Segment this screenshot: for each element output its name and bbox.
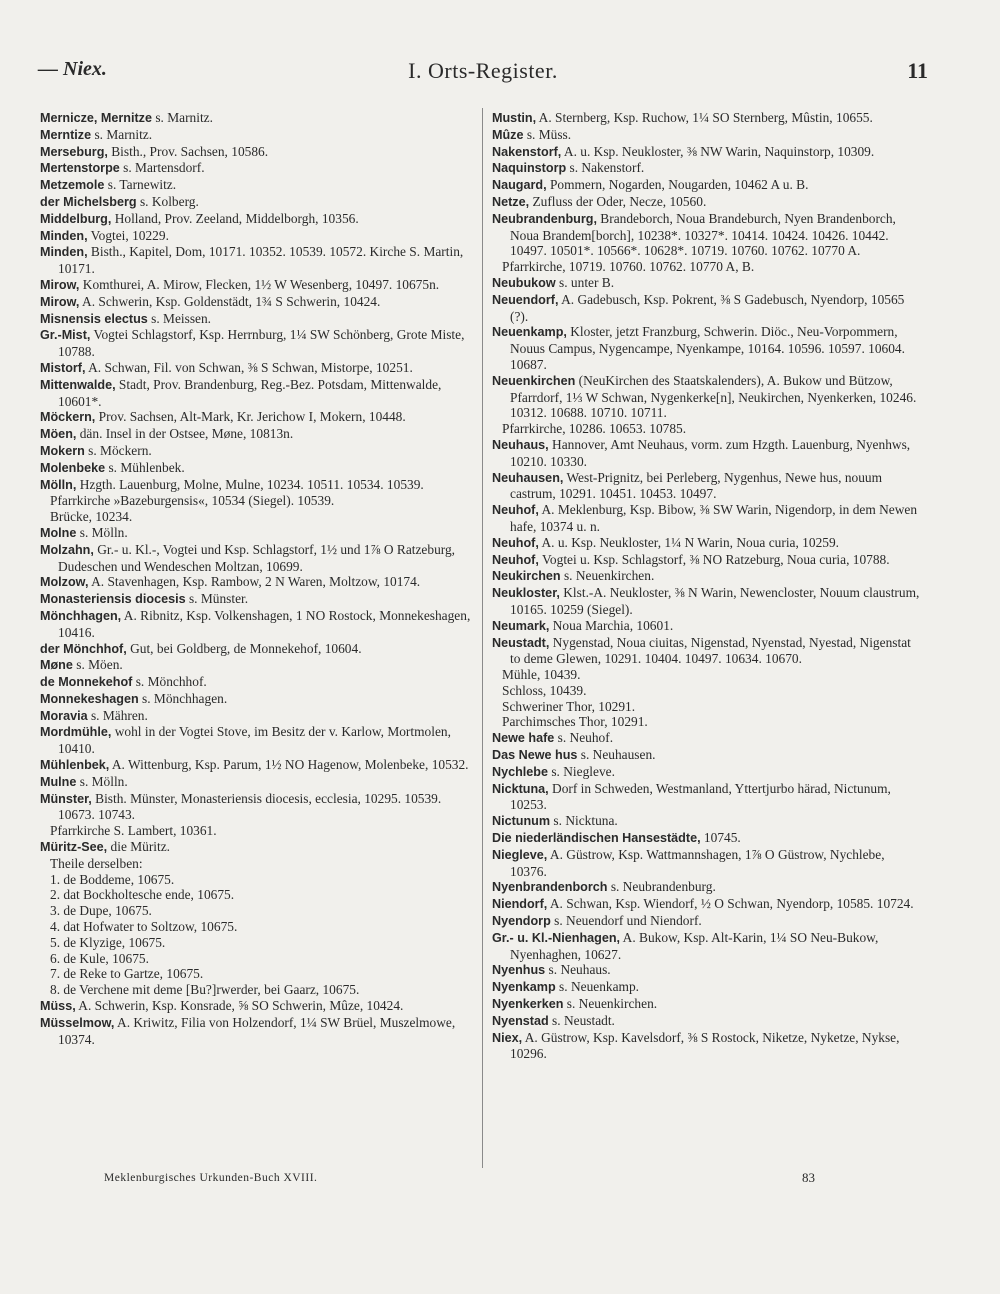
entry-text: s. Neuenkirchen.	[560, 568, 655, 584]
index-entry	[492, 292, 924, 325]
index-entry	[40, 228, 472, 245]
entry-text: s. unter B.	[555, 274, 615, 290]
footer-signature: 83	[802, 1170, 815, 1185]
index-entry	[40, 691, 472, 708]
index-entry	[492, 730, 924, 747]
index-entry	[492, 979, 924, 996]
index-entry	[492, 160, 924, 177]
entry-headword: Nyenkerken	[492, 997, 564, 1012]
entry-text: Hzgth. Lauenburg, Molne, Mulne, 10234. 10511. 10534. 10539.	[76, 476, 424, 492]
entry-headword: Nyenkamp	[492, 980, 556, 995]
running-head-title: I. Orts-Register.	[408, 58, 558, 83]
entry-text: s. Neuendorf und Niendorf.	[550, 913, 702, 929]
entry-text: s. Müss.	[523, 126, 572, 142]
entry-text: Vogtei u. Ksp. Schlagstorf, ⅜ NO Ratzeburg, Noua curia, 10788.	[538, 551, 890, 567]
entry-headword: Naugard,	[492, 178, 547, 193]
index-entry	[40, 591, 472, 608]
entry-headword: Neuenkirchen	[492, 373, 576, 388]
entry-text: Kloster, jetzt Franzburg, Schwerin. Diöc., Neu-Vorpommern, Nouus Campus, Nygencampe, Nyenkampe, 10164. 10596. 10597. 10604. 10687.	[510, 324, 905, 372]
entry-text: s. Neuenkirchen.	[563, 996, 658, 1012]
entry-headword: Mirow,	[40, 294, 80, 309]
index-subentry: Pfarrkirche »Bazeburgensis«, 10534 (Siegel). 10539.	[50, 493, 335, 509]
entry-headword: Molne	[40, 525, 77, 540]
index-subentry: Parchimsches Thor, 10291.	[502, 714, 648, 730]
index-entry	[40, 724, 472, 757]
entry-headword: Metzemole	[40, 178, 105, 193]
index-entry	[40, 144, 472, 161]
index-entry	[492, 830, 924, 847]
index-entry	[492, 211, 924, 259]
entry-text: A. Schwan, Ksp. Wiendorf, ½ O Schwan, Nyendorp, 10585. 10724.	[547, 896, 914, 912]
entry-headword: Neuhausen,	[492, 470, 564, 485]
index-entry	[40, 791, 472, 824]
index-entry	[492, 110, 924, 127]
entry-text: s. Neuenkamp.	[555, 979, 640, 995]
index-entry	[492, 1030, 924, 1063]
entry-text: s. Neustadt.	[548, 1012, 615, 1028]
entry-headword: Niex,	[492, 1030, 523, 1045]
entry-headword: Naquinstorp	[492, 161, 567, 176]
entry-text: Prov. Sachsen, Alt-Mark, Kr. Jerichow I, Mokern, 10448.	[95, 409, 406, 425]
entry-headword: Moravia	[40, 708, 88, 723]
index-subentry: Mühle, 10439.	[502, 667, 581, 683]
entry-text: Stadt, Prov. Brandenburg, Reg.-Bez. Potsdam, Mittenwalde, 10601*.	[58, 376, 442, 409]
entry-text: s. Meissen.	[147, 310, 212, 326]
index-entry	[40, 757, 472, 774]
index-entry	[40, 194, 472, 211]
index-entry	[40, 377, 472, 410]
index-subentry: Brücke, 10234.	[50, 509, 133, 525]
entry-headword: Molzahn,	[40, 542, 94, 557]
entry-text: s. Martensdorf.	[119, 160, 205, 176]
entry-headword: Neumark,	[492, 618, 550, 633]
index-subentry: 1. de Boddeme, 10675.	[50, 871, 175, 887]
index-entry	[40, 327, 472, 360]
index-entry	[40, 160, 472, 177]
entry-text: Noua Marchia, 10601.	[549, 617, 674, 633]
entry-headword: Neustadt,	[492, 635, 550, 650]
index-entry	[492, 568, 924, 585]
page-header	[38, 58, 928, 98]
index-entry	[492, 177, 924, 194]
entry-text: Vogtei, 10229.	[87, 227, 169, 243]
entry-text: Pommern, Nogarden, Nougarden, 10462 A u. B.	[546, 177, 809, 193]
index-entry	[40, 998, 472, 1015]
entry-headword: Mistorf,	[40, 360, 86, 375]
entry-headword: Mertenstorpe	[40, 161, 120, 176]
entry-text: (NeuKirchen des Staatskalenders), A. Bukow und Bützow, Pfarrdorf, 1⅓ W Schwan, Nygenkerke[n], Neukirchen, Nyenkerken, 10246. 10312. 10688. 10710. 10711.	[510, 372, 917, 421]
index-entry	[492, 847, 924, 880]
entry-headword: Misnensis electus	[40, 311, 148, 326]
entry-text: A. Gadebusch, Ksp. Pokrent, ⅜ S Gadebusch, Nyendorp, 10565 (?).	[510, 291, 905, 324]
entry-headword: Nyendorp	[492, 914, 551, 929]
index-entry	[40, 708, 472, 725]
entry-headword: Nyenbrandenborch	[492, 880, 608, 895]
index-subentry: Schloss, 10439.	[502, 682, 587, 698]
index-entry	[40, 360, 472, 377]
entry-text: Klst.-A. Neukloster, ⅜ N Warin, Newencloster, Nouum claustrum, 10165. 10259 (Siegel).	[510, 585, 920, 617]
entry-text: 10745.	[700, 830, 741, 846]
entry-headword: Mittenwalde,	[40, 377, 116, 392]
index-entry	[492, 879, 924, 896]
entry-headword: Mernicze, Mernitze	[40, 111, 152, 125]
entry-text: A. Ribnitz, Ksp. Volkenshagen, 1 NO Rostock, Monnekeshagen, 10416.	[58, 607, 471, 640]
entry-headword: Nychlebe	[492, 764, 548, 779]
entry-text: s. Nicktuna.	[550, 813, 618, 829]
entry-text: West-Prignitz, bei Perleberg, Nygenhus, Newe hus, nouum castrum, 10291. 10451. 10453. 10497.	[510, 469, 883, 502]
entry-headword: Nakenstorf,	[492, 144, 562, 159]
entry-headword: Mirow,	[40, 277, 80, 292]
entry-text: s. Marnitz.	[151, 110, 213, 125]
footer-book-title: Meklenburgisches Urkunden-Buch XVIII.	[104, 1172, 318, 1184]
entry-headword: Neuhof,	[492, 552, 539, 567]
index-entry	[40, 608, 472, 641]
entry-text: A. u. Ksp. Neukloster, 1¼ N Warin, Noua curia, 10259.	[538, 534, 839, 550]
index-entry	[492, 813, 924, 830]
entry-headword: Mustin,	[492, 111, 537, 125]
entry-headword: Neuhaus,	[492, 437, 549, 452]
entry-text: s. Möckern.	[84, 442, 152, 458]
entry-text: A. Schwerin, Ksp. Konsrade, ⅝ SO Schwerin, Mûze, 10424.	[75, 998, 404, 1014]
index-entry	[492, 913, 924, 930]
entry-headword: Monasteriensis diocesis	[40, 592, 186, 607]
entry-headword: Minden,	[40, 245, 88, 260]
index-entry	[492, 324, 924, 372]
entry-headword: Möckern,	[40, 410, 96, 425]
entry-text: A. Güstrow, Ksp. Wattmannshagen, 1⅞ O Güstrow, Nychlebe, 10376.	[510, 846, 885, 879]
entry-headword: Neubukow	[492, 275, 556, 290]
entry-headword: Mordmühle,	[40, 725, 112, 740]
entry-headword: Das Newe hus	[492, 748, 578, 763]
entry-headword: Merseburg,	[40, 144, 108, 159]
entry-text: Gut, bei Goldberg, de Monnekehof, 10604.	[126, 640, 362, 656]
entry-text: s. Niegleve.	[548, 763, 615, 779]
page-number: 11	[907, 58, 928, 83]
entry-headword: Niegleve,	[492, 847, 548, 862]
entry-headword: der Mönchhof,	[40, 641, 127, 656]
entry-text: s. Mölln.	[76, 773, 128, 789]
entry-headword: Mühlenbek,	[40, 758, 110, 773]
entry-headword: Molenbeke	[40, 460, 106, 475]
entry-text: s. Münster.	[185, 591, 249, 607]
entry-text: s. Mönchhof.	[132, 674, 207, 690]
index-entry	[40, 426, 472, 443]
entry-headword: Gr.- u. Kl.-Nienhagen,	[492, 930, 621, 945]
entry-text: A. Güstrow, Ksp. Kavelsdorf, ⅜ S Rostock, Niketze, Nyketze, Nykse, 10296.	[510, 1029, 900, 1062]
entry-text: s. Marnitz.	[91, 126, 153, 142]
entry-headword: Nictunum	[492, 814, 551, 829]
index-entry	[492, 764, 924, 781]
entry-text: Zufluss der Oder, Necze, 10560.	[529, 193, 707, 209]
index-entry	[40, 657, 472, 674]
entry-headword: Gr.-Mist,	[40, 328, 91, 343]
index-subentry: 4. dat Hofwater to Soltzow, 10675.	[50, 919, 238, 935]
index-entry	[492, 127, 924, 144]
left-column	[40, 110, 472, 1047]
index-entry	[40, 460, 472, 477]
entry-text: Gr.- u. Kl.-, Vogtei und Ksp. Schlagstorf, 1½ und 1⅞ O Ratzeburg, Dudeschen und Wendeschen Moltzan, 10699.	[58, 541, 456, 574]
index-entry	[492, 502, 924, 535]
entry-headword: Nicktuna,	[492, 781, 549, 796]
index-subentry: 2. dat Bockholtesche ende, 10675.	[50, 887, 235, 903]
index-entry	[40, 177, 472, 194]
entry-headword: Møne	[40, 658, 73, 673]
index-entry	[492, 535, 924, 552]
index-subentry: 3. de Dupe, 10675.	[50, 903, 152, 919]
entry-text: Bisth., Prov. Sachsen, 10586.	[107, 143, 269, 159]
entry-headword: Netze,	[492, 194, 530, 209]
entry-text: die Müritz.	[107, 839, 171, 855]
entry-headword: Neuendorf,	[492, 292, 559, 307]
index-entry	[492, 618, 924, 635]
right-column	[492, 110, 924, 1062]
entry-headword: Müritz-See,	[40, 840, 108, 855]
entry-text: Hannover, Amt Neuhaus, vorm. zum Hzgth. Lauenburg, Nyenhws, 10210. 10330.	[510, 436, 911, 469]
index-subentry: Schweriner Thor, 10291.	[502, 698, 636, 714]
index-entry	[492, 930, 924, 963]
index-entry	[492, 781, 924, 814]
index-entry	[40, 211, 472, 228]
entry-headword: Mönchhagen,	[40, 608, 122, 623]
index-entry	[40, 542, 472, 575]
entry-headword: Nyenstad	[492, 1013, 549, 1028]
entry-text: A. Stavenhagen, Ksp. Rambow, 2 N Waren, Moltzow, 10174.	[88, 574, 421, 590]
entry-headword: Monnekeshagen	[40, 691, 139, 706]
entry-headword: Möen,	[40, 427, 77, 442]
entry-text: A. u. Ksp. Neukloster, ⅜ NW Warin, Naquinstorp, 10309.	[561, 143, 875, 159]
entry-headword: Nyenhus	[492, 963, 546, 978]
index-entry	[492, 275, 924, 292]
index-entry	[492, 552, 924, 569]
index-entry	[40, 409, 472, 426]
entry-text: s. Mölln.	[76, 524, 128, 540]
entry-text: A. Schwerin, Ksp. Goldenstädt, 1¾ S Schwerin, 10424.	[79, 293, 381, 309]
entry-text: A. Kriwitz, Filia von Holzendorf, 1¼ SW Brüel, Muszelmowe, 10374.	[58, 1014, 456, 1047]
entry-text: Komthurei, A. Mirow, Flecken, 1½ W Wesenberg, 10497. 10675n.	[79, 276, 440, 292]
entry-headword: Neuhof,	[492, 535, 539, 550]
entry-headword: Minden,	[40, 228, 88, 243]
index-entry	[40, 774, 472, 791]
index-entry	[492, 635, 924, 668]
index-entry	[492, 437, 924, 470]
entry-headword: Mokern	[40, 443, 85, 458]
entry-headword: Neuenkamp,	[492, 325, 567, 340]
entry-text: dän. Insel in der Ostsee, Møne, 10813n.	[76, 426, 294, 442]
entry-text: s. Mühlenbek.	[105, 459, 185, 475]
index-subentry: 5. de Klyzige, 10675.	[50, 934, 166, 950]
index-subentry: Pfarrkirche, 10719. 10760. 10762. 10770 A, B.	[502, 259, 755, 275]
index-entry	[40, 277, 472, 294]
index-entry	[40, 443, 472, 460]
index-entry	[492, 373, 924, 421]
running-head-left: — Niex.	[38, 58, 107, 80]
entry-headword: Niendorf,	[492, 897, 548, 912]
entry-headword: Neubrandenburg,	[492, 211, 597, 226]
entry-text: wohl in der Vogtei Stove, im Besitz der v. Karlow, Mortmolen, 10410.	[58, 724, 451, 757]
index-entry	[492, 1013, 924, 1030]
entry-headword: Neuhof,	[492, 503, 539, 518]
index-entry	[492, 747, 924, 764]
entry-headword: Mûze	[492, 127, 524, 142]
entry-headword: Mölln,	[40, 477, 77, 492]
entry-text: A. Wittenburg, Ksp. Parum, 1½ NO Hagenow, Molenbeke, 10532.	[109, 757, 469, 773]
entry-text: Brandeborch, Noua Brandeburch, Nyen Brandenborch, Noua Brandem[borch], 10238*. 10327*. 10414. 10424. 10426. 10442. 10497. 10501*. 10566*. 10628*. 10719. 10760. 10762. 10770 A.	[510, 210, 896, 259]
entry-headword: Newe hafe	[492, 731, 555, 746]
index-entry	[40, 1015, 472, 1048]
entry-headword: der Michelsberg	[40, 194, 137, 209]
index-entry	[492, 194, 924, 211]
entry-text: Vogtei Schlagstorf, Ksp. Herrnburg, 1¼ SW Schönberg, Grote Miste, 10788.	[58, 327, 465, 360]
index-entry	[40, 477, 472, 494]
index-subentry: Pfarrkirche S. Lambert, 10361.	[50, 823, 217, 839]
index-entry	[492, 962, 924, 979]
entry-headword: Münster,	[40, 791, 92, 806]
column-divider	[482, 108, 483, 1168]
entry-headword: Neukloster,	[492, 586, 560, 601]
entry-text: A. Sternberg, Ksp. Ruchow, 1¼ SO Sternberg, Mûstin, 10655.	[536, 110, 873, 125]
index-entry	[40, 244, 472, 277]
entry-text: s. Neuhof.	[554, 730, 614, 746]
index-entry	[40, 311, 472, 328]
entry-text: s. Möen.	[72, 657, 123, 673]
entry-headword: Müss,	[40, 999, 76, 1014]
index-entry	[492, 470, 924, 503]
entry-headword: Neukirchen	[492, 569, 561, 584]
index-entry	[40, 674, 472, 691]
entry-text: s. Kolberg.	[136, 193, 199, 209]
entry-text: s. Neuhausen.	[577, 747, 656, 763]
entry-text: s. Mönchhagen.	[138, 690, 228, 706]
entry-headword: Müsselmow,	[40, 1015, 115, 1030]
index-subentry: Theile derselben:	[50, 855, 143, 871]
index-subentry: 8. de Verchene mit deme [Bu?]rwerder, bei Gaarz, 10675.	[50, 982, 360, 998]
index-entry	[40, 127, 472, 144]
index-entry	[40, 839, 472, 856]
index-subentry: 7. de Reke to Gartze, 10675.	[50, 966, 204, 982]
entry-headword: de Monnekehof	[40, 675, 133, 690]
index-entry	[492, 585, 924, 618]
entry-text: A. Bukow, Ksp. Alt-Karin, 1¼ SO Neu-Bukow, Nyenhaghen, 10627.	[510, 929, 879, 962]
entry-text: A. Schwan, Fil. von Schwan, ⅜ S Schwan, Mistorpe, 10251.	[85, 359, 413, 375]
entry-text: Nygenstad, Noua ciuitas, Nigenstad, Nyenstad, Nyestad, Nigenstat to deme Glewen, 10291. 10404. 10497. 10634. 10670.	[510, 634, 911, 667]
entry-text: Bisth., Kapitel, Dom, 10171. 10352. 10539. 10572. Kirche S. Martin, 10171.	[58, 244, 464, 277]
index-entry	[492, 144, 924, 161]
index-entry	[40, 574, 472, 591]
index-subentry: Pfarrkirche, 10286. 10653. 10785.	[502, 421, 687, 437]
entry-text: s. Nakenstorf.	[566, 160, 645, 176]
index-entry	[40, 525, 472, 542]
entry-text: Bisth. Münster, Monasteriensis diocesis, ecclesia, 10295. 10539. 10673. 10743.	[58, 790, 442, 823]
index-entry	[40, 110, 472, 127]
entry-headword: Die niederländischen Hansestädte,	[492, 831, 701, 846]
entry-headword: Molzow,	[40, 575, 89, 590]
entry-text: s. Neubrandenburg.	[607, 879, 716, 895]
entry-text: Dorf in Schweden, Westmanland, Yttertjurbo härad, Nictunum, 10253.	[510, 780, 891, 813]
entry-headword: Middelburg,	[40, 211, 112, 226]
index-entry	[40, 641, 472, 658]
entry-headword: Merntize	[40, 127, 92, 142]
entry-text: s. Tarnewitz.	[104, 177, 177, 193]
index-entry	[492, 896, 924, 913]
index-entry	[492, 996, 924, 1013]
entry-text: Holland, Prov. Zeeland, Middelborgh, 10356.	[111, 210, 359, 226]
index-entry	[40, 294, 472, 311]
entry-headword: Mulne	[40, 774, 77, 789]
entry-text: A. Meklenburg, Ksp. Bibow, ⅜ SW Warin, Nigendorp, in dem Newen hafe, 10374 u. n.	[510, 502, 918, 534]
entry-text: s. Neuhaus.	[545, 962, 611, 978]
index-subentry: 6. de Kule, 10675.	[50, 950, 149, 966]
entry-text: s. Mähren.	[87, 707, 148, 723]
